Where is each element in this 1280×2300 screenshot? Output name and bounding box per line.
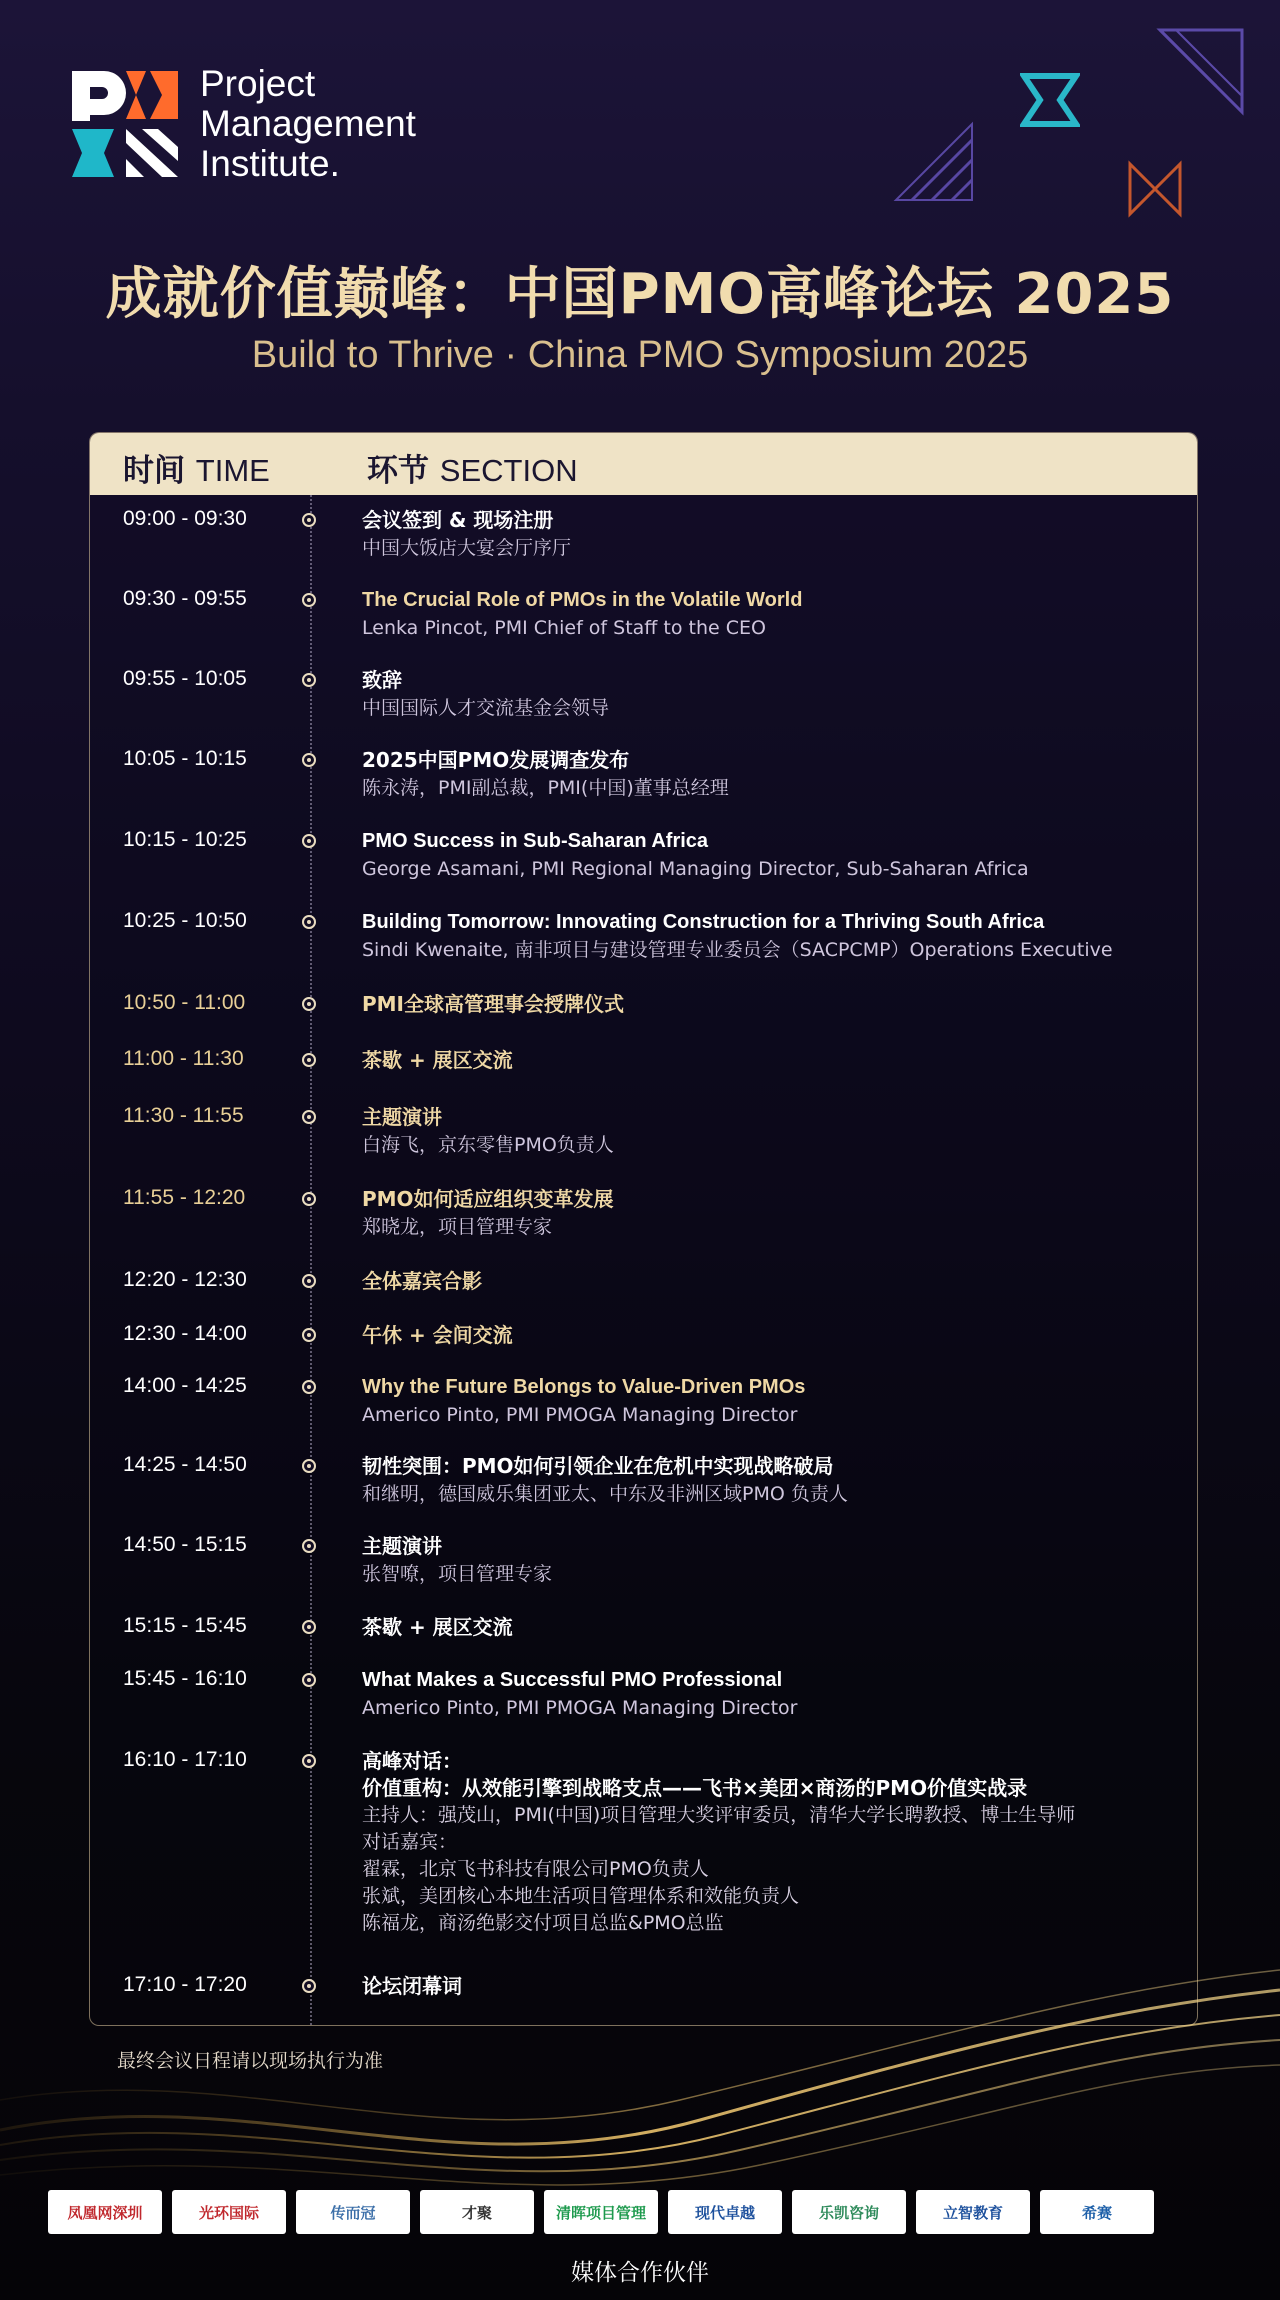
- partner-logo: 才聚: [420, 2190, 534, 2234]
- panel-guest: 张斌，美团核心本地生活项目管理体系和效能负责人: [362, 1885, 800, 1907]
- timeline-dot-icon: [302, 834, 316, 848]
- row-time: 10:15 - 10:25: [123, 828, 247, 851]
- row-title: 全体嘉宾合影: [362, 1269, 482, 1293]
- row-subtitle: Americo Pinto, PMI PMOGA Managing Director: [362, 1404, 798, 1426]
- timeline-dot-icon: [302, 593, 316, 607]
- header-time: [123, 445, 270, 490]
- orange-bowtie-decoration: [1126, 160, 1184, 218]
- header-section: [367, 445, 578, 490]
- timeline-dot-icon: [302, 1328, 316, 1342]
- partner-logo: 清晖项目管理: [544, 2190, 658, 2234]
- golden-wave-decoration: [0, 1930, 1280, 2230]
- row-title: 2025中国PMO发展调查发布: [362, 748, 630, 772]
- row-subtitle: 陈永涛，PMI副总裁，PMI(中国)董事总经理: [362, 777, 729, 799]
- schedule-disclaimer: 最终会议日程请以现场执行为准: [117, 2050, 384, 2072]
- pmi-logo-icon: [70, 69, 180, 179]
- timeline-dot-icon: [302, 1192, 316, 1206]
- row-title: 茶歇 + 展区交流: [362, 1615, 513, 1639]
- row-title: 韧性突围：PMO如何引领企业在危机中实现战略破局: [362, 1454, 834, 1478]
- timeline-dot-icon: [302, 753, 316, 767]
- timeline-dot-icon: [302, 1110, 316, 1124]
- row-title: 茶歇 + 展区交流: [362, 1048, 513, 1072]
- teal-hourglass-decoration: [1020, 72, 1080, 128]
- header-time-cn: 时间: [123, 453, 185, 489]
- header-section-en: SECTION: [439, 453, 578, 488]
- row-time: 10:25 - 10:50: [123, 909, 247, 932]
- partner-logo: 现代卓越: [668, 2190, 782, 2234]
- row-time: 17:10 - 17:20: [123, 1973, 247, 1996]
- panel-title: 高峰对话：: [362, 1749, 462, 1773]
- logo-line-management: Management: [200, 103, 416, 144]
- pmi-logo-text: [200, 64, 416, 184]
- row-title: 午休 + 会间交流: [362, 1323, 513, 1347]
- timeline-dot-icon: [302, 1380, 316, 1394]
- timeline-dot-icon: [302, 997, 316, 1011]
- row-time: 11:30 - 11:55: [123, 1104, 244, 1127]
- partner-logo: 立智教育: [916, 2190, 1030, 2234]
- purple-stripes-decoration: [892, 120, 976, 204]
- timeline-dot-icon: [302, 1754, 316, 1768]
- timeline-line: [310, 495, 312, 2025]
- row-title: 主题演讲: [362, 1105, 442, 1129]
- row-title: PMO Success in Sub-Saharan Africa: [362, 830, 709, 852]
- timeline-dot-icon: [302, 1459, 316, 1473]
- panel-subtitle: 价值重构：从效能引擎到战略支点——飞书×美团×商汤的PMO价值实战录: [362, 1776, 1028, 1800]
- row-subtitle: Lenka Pincot, PMI Chief of Staff to the CEO: [362, 617, 766, 639]
- row-time: 11:00 - 11:30: [123, 1047, 244, 1070]
- partner-logo: 光环国际: [172, 2190, 286, 2234]
- header-time-en: TIME: [195, 453, 270, 488]
- schedule-table: [89, 432, 1198, 2026]
- panel-details: [362, 1748, 1075, 1937]
- row-title: Why the Future Belongs to Value-Driven PMOs: [362, 1376, 806, 1398]
- media-partners-row: [48, 2190, 1232, 2234]
- row-time: 09:00 - 09:30: [123, 507, 247, 530]
- page-title-cn: 成就价值巅峰：中国PMO高峰论坛 2025: [105, 262, 1175, 327]
- row-title: PMO如何适应组织变革发展: [362, 1187, 614, 1211]
- row-title: Building Tomorrow: Innovating Construction for a Thriving South Africa: [362, 911, 1045, 933]
- timeline-dot-icon: [302, 1053, 316, 1067]
- row-time: 15:45 - 16:10: [123, 1667, 247, 1690]
- timeline-dot-icon: [302, 1620, 316, 1634]
- logo-line-institute: Institute.: [200, 143, 340, 184]
- panel-guest: 陈福龙，商汤绝影交付项目总监&PMO总监: [362, 1912, 724, 1934]
- row-time: 10:05 - 10:15: [123, 747, 247, 770]
- row-time: 14:50 - 15:15: [123, 1533, 247, 1556]
- row-subtitle: 中国大饭店大宴会厅序厅: [362, 537, 572, 559]
- row-time: 16:10 - 17:10: [123, 1748, 247, 1771]
- row-time: 10:50 - 11:00: [123, 991, 246, 1014]
- partner-logo: 传而冠: [296, 2190, 410, 2234]
- media-partners-label: 媒体合作伙伴: [571, 2260, 709, 2286]
- page-title-en: Build to Thrive · China PMO Symposium 2025: [251, 334, 1029, 376]
- row-title: What Makes a Successful PMO Professional: [362, 1669, 783, 1691]
- row-subtitle: 郑晓龙，项目管理专家: [362, 1216, 553, 1238]
- logo-line-project: Project: [200, 63, 316, 104]
- header-section-cn: 环节: [367, 453, 429, 489]
- row-time: 09:55 - 10:05: [123, 667, 247, 690]
- row-subtitle: Sindi Kwenaite, 南非项目与建设管理专业委员会（SACPCMP）Operations Executive: [362, 939, 1113, 961]
- row-subtitle: 和继明，德国威乐集团亚太、中东及非洲区域PMO 负责人: [362, 1483, 848, 1505]
- panel-guest: 翟霖，北京飞书科技有限公司PMO负责人: [362, 1858, 709, 1880]
- panel-host: 主持人：强茂山，PMI(中国)项目管理大奖评审委员，清华大学长聘教授、博士生导师: [362, 1804, 1076, 1826]
- row-title: 论坛闭幕词: [362, 1974, 462, 1998]
- row-subtitle: 白海飞，京东零售PMO负责人: [362, 1134, 614, 1156]
- row-subtitle: 中国国际人才交流基金会领导: [362, 697, 610, 719]
- row-subtitle: 张智嘹，项目管理专家: [362, 1563, 553, 1585]
- partner-logo: 凤凰网深圳: [48, 2190, 162, 2234]
- timeline-dot-icon: [302, 673, 316, 687]
- timeline-dot-icon: [302, 1274, 316, 1288]
- purple-arrow-decoration: [1156, 26, 1246, 116]
- row-title: The Crucial Role of PMOs in the Volatile World: [362, 589, 803, 611]
- row-time: 12:30 - 14:00: [123, 1322, 247, 1345]
- timeline-dot-icon: [302, 1539, 316, 1553]
- row-title: 主题演讲: [362, 1534, 442, 1558]
- timeline-dot-icon: [302, 915, 316, 929]
- row-time: 09:30 - 09:55: [123, 587, 247, 610]
- partner-logo: 希赛: [1040, 2190, 1154, 2234]
- row-title: 致辞: [362, 668, 402, 692]
- pmi-logo: [70, 64, 416, 184]
- row-time: 11:55 - 12:20: [123, 1186, 246, 1209]
- row-time: 15:15 - 15:45: [123, 1614, 247, 1637]
- timeline-dot-icon: [302, 1673, 316, 1687]
- row-title: PMI全球高管理事会授牌仪式: [362, 992, 625, 1016]
- row-subtitle: George Asamani, PMI Regional Managing Director, Sub-Saharan Africa: [362, 858, 1029, 880]
- table-header: [90, 433, 1197, 495]
- row-time: 14:00 - 14:25: [123, 1374, 247, 1397]
- row-subtitle: Americo Pinto, PMI PMOGA Managing Director: [362, 1697, 798, 1719]
- row-time: 12:20 - 12:30: [123, 1268, 247, 1291]
- row-time: 14:25 - 14:50: [123, 1453, 247, 1476]
- row-title: 会议签到 & 现场注册: [362, 508, 554, 532]
- panel-guests-label: 对话嘉宾：: [362, 1831, 458, 1853]
- timeline-dot-icon: [302, 513, 316, 527]
- partner-logo: 乐凯咨询: [792, 2190, 906, 2234]
